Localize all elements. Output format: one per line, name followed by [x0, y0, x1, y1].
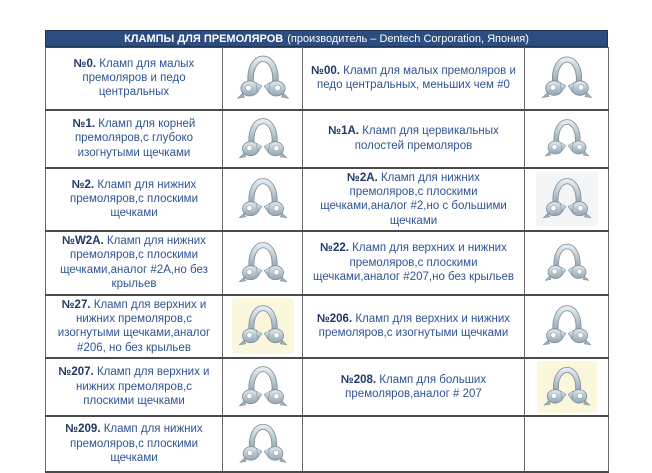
clamp-image-cell	[525, 110, 609, 168]
clamp-description-cell	[46, 231, 223, 295]
clamp-description-cell	[303, 358, 525, 416]
clamp-image-cell	[223, 110, 303, 168]
dental-clamp-icon	[539, 54, 595, 102]
dental-clamp-icon	[236, 301, 290, 351]
clamp-number: №00.	[311, 64, 340, 77]
clamp-description: Кламп для корней премоляров,с глубоко изогнутыми щечками	[74, 117, 196, 159]
clamp-image-cell-empty	[525, 416, 609, 472]
table-row	[46, 416, 609, 472]
table-row	[46, 110, 609, 168]
table-row	[46, 295, 609, 359]
clamp-number: №0.	[73, 57, 97, 70]
clamp-image-cell	[223, 48, 303, 110]
table-row	[46, 48, 609, 110]
table-row	[46, 358, 609, 416]
clamp-description: Кламп для верхних и нижних премоляров,с плоскими щечками,аналог #207,но без крыльев	[313, 242, 514, 283]
clamp-description-cell	[46, 295, 223, 359]
clamp-number: №1А.	[328, 125, 359, 138]
dental-clamp-icon	[236, 176, 290, 222]
dental-clamp-icon	[542, 238, 592, 288]
clamp-image-cell	[223, 231, 303, 295]
clamp-number: №208.	[340, 373, 377, 386]
clamp-description-cell	[46, 110, 223, 168]
clamp-number: №W2А.	[62, 235, 104, 247]
clamp-description: Кламп для нижних премоляров,с плоскими щечками,аналог #2А,но без крыльев	[60, 235, 208, 291]
clamp-description-cell	[46, 168, 223, 232]
clamp-description: Кламп для малых премоляров и педо центральных, меньших чем #0	[317, 64, 516, 92]
dental-clamp-icon	[236, 239, 290, 287]
clamp-image-cell	[525, 48, 609, 110]
clamp-image-cell	[525, 231, 609, 295]
clamp-description: Кламп для цервикальных полостей премоляров	[354, 125, 499, 152]
clamp-number: №206.	[316, 312, 353, 325]
clamp-description: Кламп для верхних и нижних премоляров,с изогнутыми щечками,аналог #206, но без крыльев	[57, 298, 211, 354]
clamp-description: Кламп для нижних премоляров,с плоскими щечками	[69, 423, 203, 465]
dental-clamp-icon	[542, 117, 592, 160]
table-row	[46, 168, 609, 232]
clamp-description-cell	[46, 416, 223, 472]
clamp-description: Кламп для нижних премоляров,с плоскими щечками,аналог #2,но с большими щечками	[320, 171, 507, 227]
clamp-description-cell	[303, 48, 525, 110]
clamp-number: №2А.	[347, 171, 378, 184]
dental-clamp-icon	[540, 302, 594, 350]
dental-clamp-icon	[234, 53, 292, 103]
clamp-description: Кламп для нижних премоляров,с плоскими щечками	[69, 178, 199, 220]
clamp-image-cell	[525, 295, 609, 359]
clamp-description: Кламп для малых премоляров и педо центральных	[82, 57, 195, 99]
clamp-image-cell	[223, 416, 303, 472]
clamp-image-cell	[525, 168, 609, 232]
table-header	[45, 30, 608, 47]
clamp-number: №209.	[65, 423, 101, 436]
clamp-image-cell	[525, 358, 609, 416]
dental-clamp-icon	[541, 364, 593, 410]
clamp-description-cell	[303, 231, 525, 295]
clamp-number: №207.	[58, 366, 94, 379]
table-row	[46, 231, 609, 295]
table-title: КЛАМПЫ ДЛЯ ПРЕМОЛЯРОВ	[124, 32, 284, 45]
clamps-table	[45, 47, 609, 473]
clamp-description-cell	[46, 358, 223, 416]
dental-clamp-icon	[236, 364, 290, 410]
clamp-description-cell	[46, 48, 223, 110]
clamp-number: №27.	[61, 298, 91, 311]
clamp-description: Кламп для больших премоляров,аналог # 207	[345, 373, 487, 400]
clamp-number: №22.	[320, 242, 349, 255]
clamp-description-cell	[303, 416, 525, 472]
dental-clamp-icon	[236, 116, 290, 162]
clamp-image-cell	[223, 295, 303, 359]
clamp-image-cell	[223, 168, 303, 232]
clamp-image-cell	[223, 358, 303, 416]
clamp-description: Кламп для верхних и нижних премоляров,с изогнутыми щечками	[318, 312, 511, 340]
dental-clamp-icon	[540, 175, 594, 223]
clamp-number: №1.	[72, 117, 96, 130]
clamps-table-sheet	[45, 30, 608, 473]
clamp-description: Кламп для верхних и нижних премоляров,с плоскими щечками	[75, 366, 210, 408]
clamp-description-cell	[303, 110, 525, 168]
clamp-number: №2.	[71, 178, 95, 191]
clamp-description-cell	[303, 168, 525, 232]
dental-clamp-icon	[236, 422, 290, 466]
clamp-description-cell	[303, 295, 525, 359]
table-subtitle: (производитель – Dentech Corporation, Япония)	[287, 32, 529, 45]
